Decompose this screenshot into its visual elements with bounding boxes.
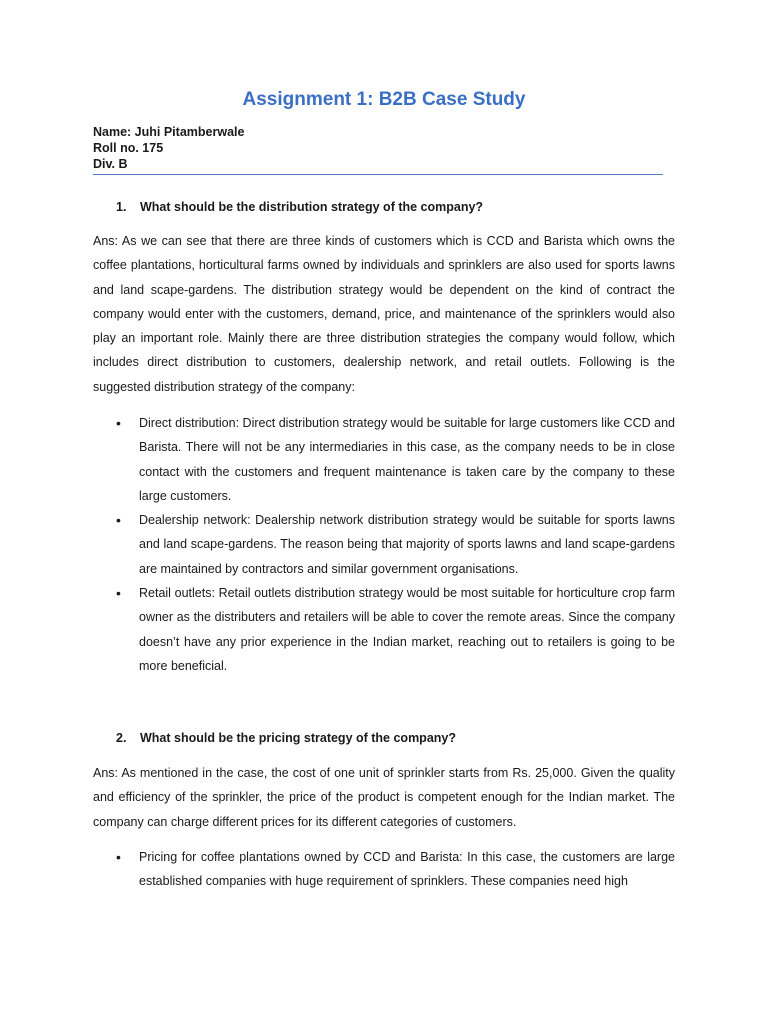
question-1-number: 1.: [116, 200, 127, 214]
list-item: • Pricing for coffee plantations owned by CCD and Barista: In this case, the customers are large established companies with huge requirement of sprinklers. These companies need high: [116, 845, 675, 894]
question-2-number: 2.: [116, 731, 127, 745]
author-block: [93, 124, 244, 172]
list-item: • Retail outlets: Retail outlets distribution strategy would be most suitable for horticulture crop farm owner as the distributers and retailers will be able to cover the remote areas. Since the company doesn’t have any prior experience in the Indian market, reaching out to retailers is going to be more beneficial.: [116, 581, 675, 678]
question-1: [116, 200, 483, 214]
document-title: Assignment 1: B2B Case Study: [242, 89, 526, 110]
roll-number: Roll no. 175: [93, 141, 164, 155]
answer-1-bullet-list: [116, 411, 675, 678]
division: Div. B: [93, 157, 128, 171]
header-divider: [93, 174, 663, 175]
answer-2-bullet-list: [116, 845, 675, 894]
answer-2-paragraph: Ans: As mentioned in the case, the cost of one unit of sprinkler starts from Rs. 25,000. Given the quality and efficiency of the sprinkler, the price of the product is competent enough for the Indian market. The company can charge different prices for its different categories of customers.: [93, 766, 675, 829]
question-2-text: What should be the pricing strategy of the company?: [140, 731, 456, 745]
author-name: Name: Juhi Pitamberwale: [93, 125, 245, 139]
list-item: • Dealership network: Dealership network distribution strategy would be suitable for sports lawns and land scape-gardens. The reason being that majority of sports lawns and land scape-gardens are maintained by contractors and similar government organisations.: [116, 508, 675, 581]
list-item: • Direct distribution: Direct distribution strategy would be suitable for large customers like CCD and Barista. There will not be any intermediaries in this case, as the company needs to be in close contact with the customers and frequent maintenance is taken care by the company to these large customers.: [116, 411, 675, 508]
question-1-text: What should be the distribution strategy of the company?: [140, 200, 484, 214]
answer-1-paragraph: Ans: As we can see that there are three kinds of customers which is CCD and Barista which owns the coffee plantations, horticultural farms owned by individuals and sprinklers are also used for sports lawns and land scape-gardens. The distribution strategy would be dependent on the kind of contract the company would enter with the customers, demand, price, and maintenance of the sprinklers would also play an important role. Mainly there are three distribution strategies the company would follow, which includes direct distribution to customers, dealership network, and retail outlets. Following is the suggested distribution strategy of the company:: [93, 234, 675, 394]
question-2: [116, 731, 456, 745]
